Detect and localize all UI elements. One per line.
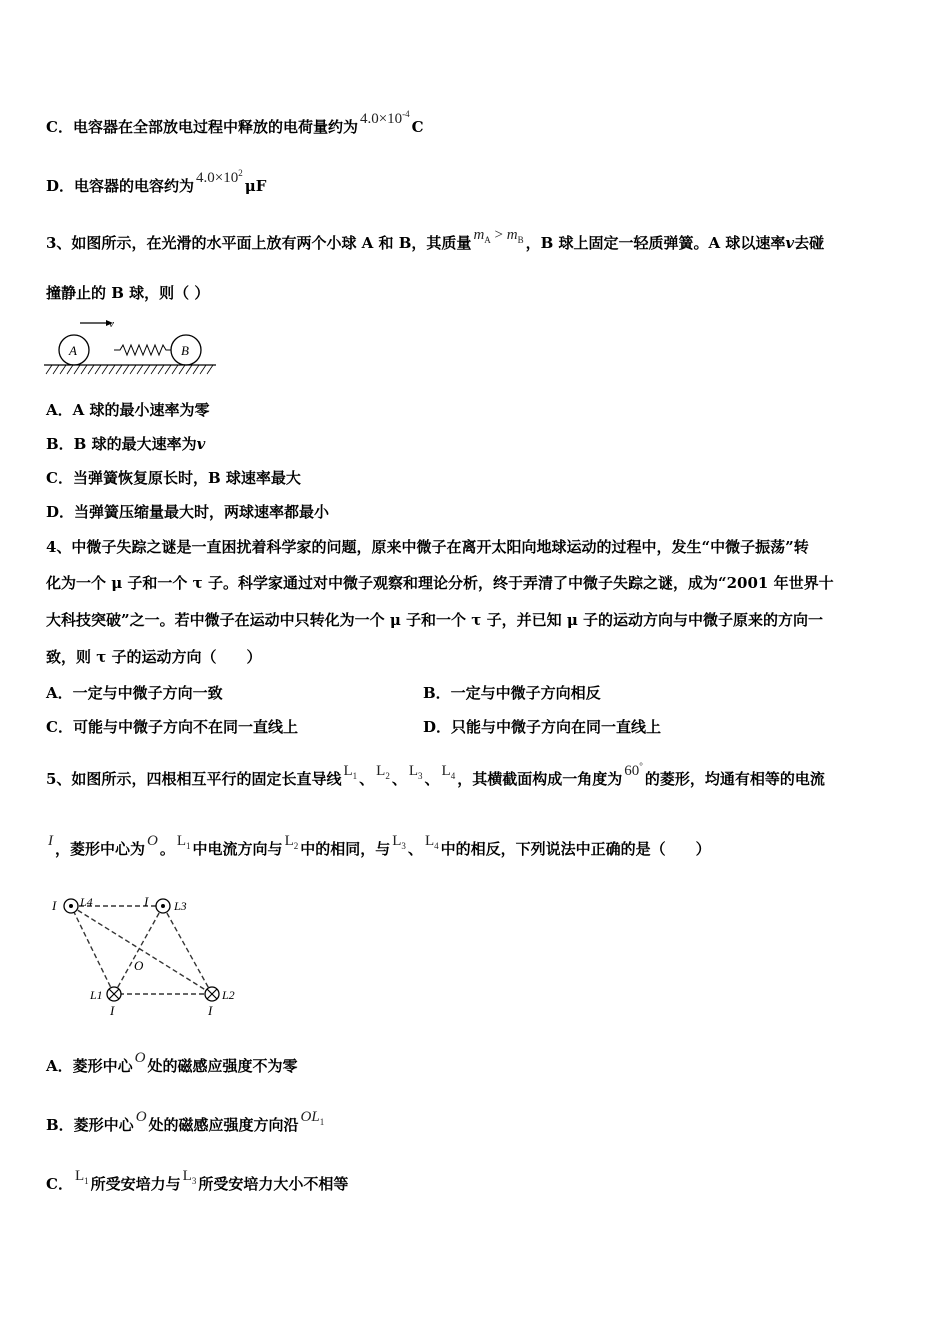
label-l1: L1: [90, 988, 103, 1002]
q5-option-a: A．菱形中心 O 处的磁感应强度不为零: [46, 1050, 298, 1075]
ball-a-label: A: [69, 343, 77, 358]
dot-out-icon: [161, 904, 165, 908]
label-l3: L3: [174, 899, 187, 913]
q4-options-row1: [46, 682, 904, 704]
q5-stem-line2: I ，菱形中心为 O 。 $L_1$ 中电流方向与 $L_2$ 中的相同，与 $L_3$ 、 $L_4$ 中的相反，下列说法中正确的是（ ）: [48, 833, 711, 858]
q3-option-c: C．当弹簧恢复原长时，B 球速率最大: [46, 469, 301, 487]
label-i-l1: I: [110, 1003, 115, 1018]
q4-option-c: C．可能与中微子方向不在同一直线上: [46, 718, 298, 736]
current-symbol: I: [48, 833, 53, 849]
ball-b-label: B: [181, 343, 189, 358]
unit: C: [411, 118, 424, 136]
q2-option-c: [46, 109, 904, 139]
wire-l2: $L_2$: [376, 763, 390, 781]
wire-l1: $L_1$: [343, 763, 358, 781]
label-l4: L4: [80, 895, 93, 909]
velocity-label: v: [109, 318, 114, 330]
direction-ol1: $OL_1$: [300, 1109, 325, 1127]
wire-l2: $L_2$: [284, 833, 299, 851]
q4-stem-line3: 大科技突破”之一。若中微子在运动中只转化为一个 μ 子和一个 τ 子，并已知 μ 子的运动方向与中微子原来的方向一: [46, 611, 824, 629]
ball-spring-figure: [44, 314, 220, 376]
q3-stem-line1: 3、如图所示，在光滑的水平面上放有两个小球 A 和 B，其质量 $m_A > m_B$ ，B 球上固定一轻质弹簧。A 球以速率v去碰: [46, 227, 825, 252]
q4-option-a: A．一定与中微子方向一致: [46, 684, 223, 702]
q4-stem-line1: 4、中微子失踪之谜是一直困扰着科学家的问题，原来中微子在离开太阳向地球运动的过程中，发生“中微子振荡”转: [46, 538, 809, 556]
label-i-l4: I: [52, 898, 57, 913]
unit: μF: [244, 177, 267, 195]
q5-option-c: C． $L_1$ 所受安培力与 $L_3$ 所受安培力大小不相等: [46, 1168, 349, 1193]
formula: $4.0\times 10^{-4}$: [359, 109, 410, 127]
option-text: D．电容器的电容约为: [46, 177, 195, 195]
option-text: C．电容器在全部放电过程中释放的电荷量约为: [46, 118, 358, 136]
mass-relation: $m_A > m_B$: [473, 227, 524, 245]
formula: $4.0\times 10^2$: [196, 168, 243, 186]
wire-l3: $L_3$: [392, 833, 406, 851]
ground-hatching: [46, 365, 213, 374]
angle: 60°: [624, 761, 643, 779]
q3-option-b: B．B 球的最大速率为v: [46, 435, 206, 453]
rhombus-wires-figure: [46, 888, 252, 1022]
q3-option-d: D．当弹簧压缩量最大时，两球速率都最小: [46, 503, 330, 521]
q4-options-row2: [46, 716, 904, 738]
label-center-o: O: [134, 958, 144, 973]
center-symbol: O: [147, 833, 158, 849]
spring: [114, 345, 171, 355]
wire-l3: $L_3$: [408, 763, 423, 781]
dot-out-icon: [69, 904, 73, 908]
wire-l4: $L_4$: [424, 833, 439, 851]
q4-stem-line2: 化为一个 μ 子和一个 τ 子。科学家通过对中微子观察和理论分析，终于弄清了中微子失踪之谜，成为“2001 年世界十: [46, 574, 834, 592]
q3-option-a: A．A 球的最小速率为零: [46, 401, 210, 419]
q5-stem-line1: 5、如图所示，四根相互平行的固定长直导线 $L_1$ 、 $L_2$ 、 $L_3$ 、 $L_4$ ，其横截面构成一角度为 60°的菱形，均通有相等的电流: [46, 761, 825, 788]
wire-l4: $L_4$: [441, 763, 456, 781]
wire-l1: $L_1$: [176, 833, 191, 851]
rhombus-dashed-lines: [71, 906, 212, 994]
q2-option-d: [46, 168, 904, 198]
q4-stem-line4: 致，则 τ 子的运动方向（ ）: [46, 648, 262, 666]
label-i-l3: I: [144, 894, 149, 909]
q3-stem-line2: 撞静止的 B 球，则（ ）: [46, 284, 210, 302]
q4-option-d: D．只能与中微子方向在同一直线上: [423, 718, 662, 736]
q5-option-b: B．菱形中心 O 处的磁感应强度方向沿 $OL_1$: [46, 1109, 325, 1134]
label-l2: L2: [222, 988, 235, 1002]
label-i-l2: I: [208, 1003, 213, 1018]
q4-option-b: B．一定与中微子方向相反: [423, 684, 601, 702]
